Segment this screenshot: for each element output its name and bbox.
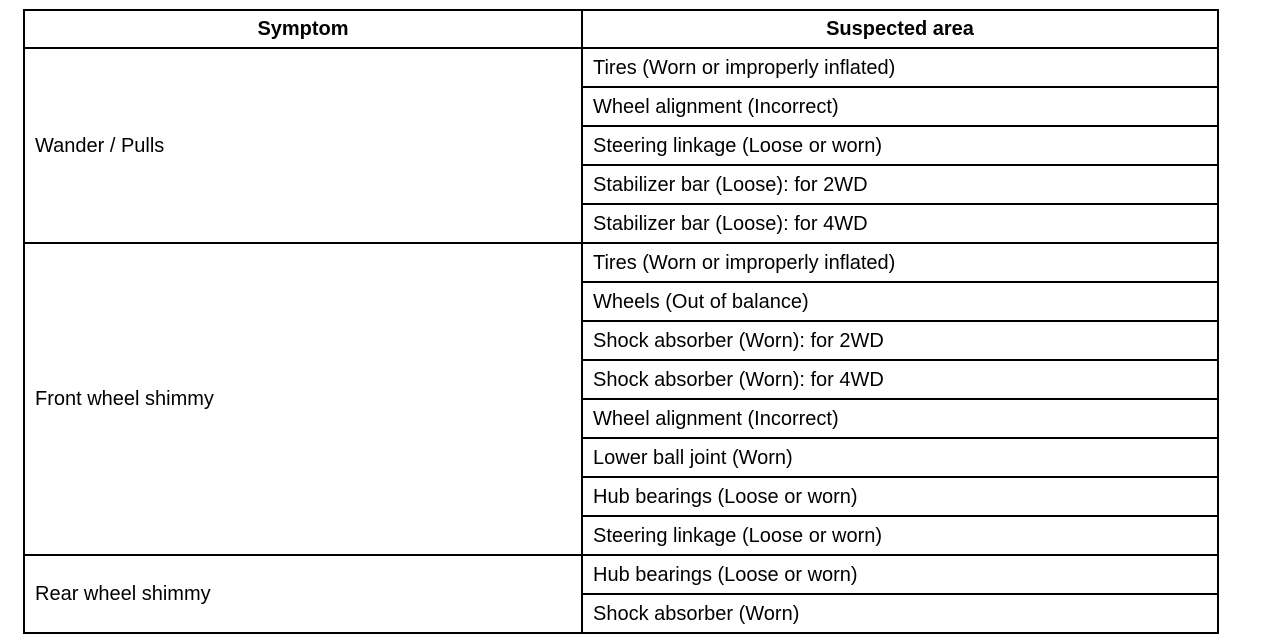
- suspected-area-cell: Hub bearings (Loose or worn): [582, 477, 1218, 516]
- suspected-area-cell: Stabilizer bar (Loose): for 4WD: [582, 204, 1218, 243]
- header-suspected-area: Suspected area: [582, 10, 1218, 48]
- suspected-area-cell: Hub bearings (Loose or worn): [582, 555, 1218, 594]
- suspected-area-cell: Steering linkage (Loose or worn): [582, 516, 1218, 555]
- suspected-area-cell: Shock absorber (Worn): for 4WD: [582, 360, 1218, 399]
- suspected-area-cell: Wheel alignment (Incorrect): [582, 87, 1218, 126]
- symptom-cell: Rear wheel shimmy: [24, 555, 582, 633]
- suspected-area-cell: Shock absorber (Worn): [582, 594, 1218, 633]
- header-row: [24, 10, 1218, 48]
- suspected-area-cell: Wheel alignment (Incorrect): [582, 399, 1218, 438]
- symptom-cell: Wander / Pulls: [24, 48, 582, 243]
- suspected-area-cell: Steering linkage (Loose or worn): [582, 126, 1218, 165]
- suspected-area-cell: Lower ball joint (Worn): [582, 438, 1218, 477]
- suspected-area-cell: Stabilizer bar (Loose): for 2WD: [582, 165, 1218, 204]
- table-row: [24, 555, 1218, 594]
- suspected-area-cell: Wheels (Out of balance): [582, 282, 1218, 321]
- symptom-table: [23, 9, 1219, 634]
- table-row: [24, 48, 1218, 87]
- header-symptom: Symptom: [24, 10, 582, 48]
- symptom-cell: Front wheel shimmy: [24, 243, 582, 555]
- suspected-area-cell: Tires (Worn or improperly inflated): [582, 243, 1218, 282]
- table-row: [24, 243, 1218, 282]
- suspected-area-cell: Shock absorber (Worn): for 2WD: [582, 321, 1218, 360]
- suspected-area-cell: Tires (Worn or improperly inflated): [582, 48, 1218, 87]
